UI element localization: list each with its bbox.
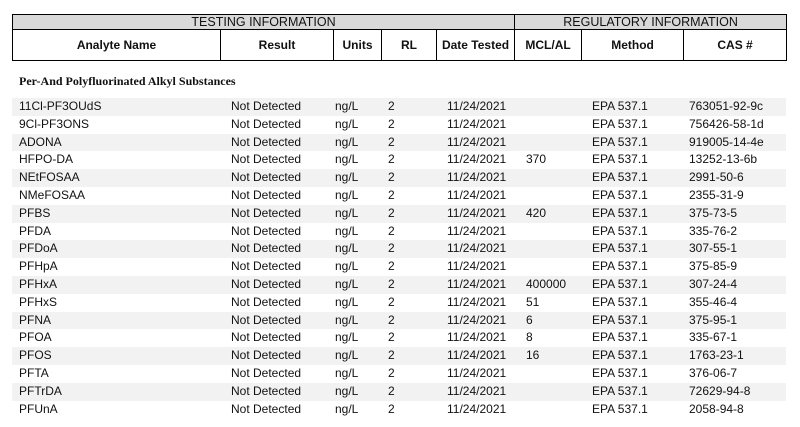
units-cell: ng/L	[333, 205, 381, 223]
column-header-mcl-al: MCL/AL	[515, 30, 582, 61]
rl-cell: 2	[381, 294, 436, 312]
method-cell: EPA 537.1	[581, 187, 683, 205]
method-cell: EPA 537.1	[581, 258, 683, 276]
units-cell: ng/L	[333, 98, 381, 116]
date-tested-cell: 11/24/2021	[436, 329, 514, 347]
units-cell: ng/L	[333, 151, 381, 169]
table-row	[12, 312, 786, 330]
result-cell: Not Detected	[220, 312, 333, 330]
table-row	[12, 401, 786, 419]
result-cell: Not Detected	[220, 205, 333, 223]
units-cell: ng/L	[333, 294, 381, 312]
cas-number-cell: 72629-94-8	[683, 383, 786, 401]
date-tested-cell: 11/24/2021	[436, 98, 514, 116]
rl-cell: 2	[381, 169, 436, 187]
rl-cell: 2	[381, 258, 436, 276]
result-cell: Not Detected	[220, 116, 333, 134]
rl-cell: 2	[381, 116, 436, 134]
result-cell: Not Detected	[220, 294, 333, 312]
method-cell: EPA 537.1	[581, 401, 683, 419]
date-tested-cell: 11/24/2021	[436, 365, 514, 383]
units-cell: ng/L	[333, 134, 381, 152]
mcl-al-cell	[514, 401, 581, 419]
method-cell: EPA 537.1	[581, 169, 683, 187]
method-cell: EPA 537.1	[581, 347, 683, 365]
date-tested-cell: 11/24/2021	[436, 223, 514, 241]
analyte-cell: 9Cl-PF3ONS	[12, 116, 220, 134]
rl-cell: 2	[381, 98, 436, 116]
mcl-al-cell	[514, 258, 581, 276]
rl-cell: 2	[381, 312, 436, 330]
mcl-al-cell	[514, 169, 581, 187]
analyte-cell: PFNA	[12, 312, 220, 330]
method-cell: EPA 537.1	[581, 294, 683, 312]
units-cell: ng/L	[333, 116, 381, 134]
method-cell: EPA 537.1	[581, 312, 683, 330]
method-cell: EPA 537.1	[581, 205, 683, 223]
table-row	[12, 169, 786, 187]
mcl-al-cell	[514, 383, 581, 401]
date-tested-cell: 11/24/2021	[436, 151, 514, 169]
cas-number-cell: 307-55-1	[683, 240, 786, 258]
analyte-cell: PFBS	[12, 205, 220, 223]
date-tested-cell: 11/24/2021	[436, 347, 514, 365]
result-cell: Not Detected	[220, 329, 333, 347]
analyte-cell: PFUnA	[12, 401, 220, 419]
analyte-cell: PFDA	[12, 223, 220, 241]
mcl-al-cell: 16	[514, 347, 581, 365]
table-row	[12, 347, 786, 365]
cas-number-cell: 355-46-4	[683, 294, 786, 312]
units-cell: ng/L	[333, 401, 381, 419]
results-header-table	[12, 14, 787, 61]
mcl-al-cell: 400000	[514, 276, 581, 294]
method-cell: EPA 537.1	[581, 116, 683, 134]
analyte-cell: PFOS	[12, 347, 220, 365]
table-row	[12, 276, 786, 294]
table-row	[12, 383, 786, 401]
column-header-rl: RL	[382, 30, 437, 61]
date-tested-cell: 11/24/2021	[436, 294, 514, 312]
result-cell: Not Detected	[220, 169, 333, 187]
method-cell: EPA 537.1	[581, 151, 683, 169]
date-tested-cell: 11/24/2021	[436, 169, 514, 187]
method-cell: EPA 537.1	[581, 329, 683, 347]
units-cell: ng/L	[333, 383, 381, 401]
result-cell: Not Detected	[220, 276, 333, 294]
analyte-cell: PFHxA	[12, 276, 220, 294]
rl-cell: 2	[381, 187, 436, 205]
units-cell: ng/L	[333, 258, 381, 276]
result-cell: Not Detected	[220, 98, 333, 116]
mcl-al-cell: 370	[514, 151, 581, 169]
units-cell: ng/L	[333, 276, 381, 294]
date-tested-cell: 11/24/2021	[436, 312, 514, 330]
units-cell: ng/L	[333, 329, 381, 347]
mcl-al-cell	[514, 240, 581, 258]
units-cell: ng/L	[333, 347, 381, 365]
result-cell: Not Detected	[220, 401, 333, 419]
cas-number-cell: 13252-13-6b	[683, 151, 786, 169]
rl-cell: 2	[381, 365, 436, 383]
column-header-method: Method	[582, 30, 684, 61]
column-header-cas: CAS #	[684, 30, 787, 61]
units-cell: ng/L	[333, 240, 381, 258]
cas-number-cell: 375-85-9	[683, 258, 786, 276]
rl-cell: 2	[381, 205, 436, 223]
rl-cell: 2	[381, 240, 436, 258]
results-table	[12, 98, 786, 418]
rl-cell: 2	[381, 383, 436, 401]
date-tested-cell: 11/24/2021	[436, 116, 514, 134]
cas-number-cell: 335-67-1	[683, 329, 786, 347]
analyte-cell: PFOA	[12, 329, 220, 347]
analyte-cell: NEtFOSAA	[12, 169, 220, 187]
date-tested-cell: 11/24/2021	[436, 383, 514, 401]
analyte-cell: PFTA	[12, 365, 220, 383]
mcl-al-cell	[514, 116, 581, 134]
rl-cell: 2	[381, 134, 436, 152]
table-row	[12, 365, 786, 383]
result-cell: Not Detected	[220, 240, 333, 258]
analyte-cell: PFTrDA	[12, 383, 220, 401]
mcl-al-cell	[514, 223, 581, 241]
units-cell: ng/L	[333, 187, 381, 205]
units-cell: ng/L	[333, 365, 381, 383]
cas-number-cell: 919005-14-4e	[683, 134, 786, 152]
result-cell: Not Detected	[220, 365, 333, 383]
date-tested-cell: 11/24/2021	[436, 401, 514, 419]
result-cell: Not Detected	[220, 151, 333, 169]
analyte-cell: 11Cl-PF3OUdS	[12, 98, 220, 116]
units-cell: ng/L	[333, 169, 381, 187]
table-row	[12, 98, 786, 116]
table-row	[12, 258, 786, 276]
result-cell: Not Detected	[220, 223, 333, 241]
column-header-analyte: Analyte Name	[13, 30, 221, 61]
date-tested-cell: 11/24/2021	[436, 134, 514, 152]
analyte-cell: ADONA	[12, 134, 220, 152]
results-sheet	[12, 14, 786, 418]
result-cell: Not Detected	[220, 347, 333, 365]
analyte-cell: NMeFOSAA	[12, 187, 220, 205]
result-cell: Not Detected	[220, 187, 333, 205]
cas-number-cell: 763051-92-9c	[683, 98, 786, 116]
date-tested-cell: 11/24/2021	[436, 276, 514, 294]
method-cell: EPA 537.1	[581, 240, 683, 258]
table-row	[12, 116, 786, 134]
section-title: Per-And Polyfluorinated Alkyl Substances	[19, 74, 236, 88]
mcl-al-cell	[514, 98, 581, 116]
cas-number-cell: 307-24-4	[683, 276, 786, 294]
cas-number-cell: 2991-50-6	[683, 169, 786, 187]
table-row	[12, 151, 786, 169]
method-cell: EPA 537.1	[581, 223, 683, 241]
table-row	[12, 187, 786, 205]
mcl-al-cell: 51	[514, 294, 581, 312]
method-cell: EPA 537.1	[581, 134, 683, 152]
method-cell: EPA 537.1	[581, 98, 683, 116]
results-table-body	[12, 98, 786, 418]
result-cell: Not Detected	[220, 134, 333, 152]
cas-number-cell: 375-95-1	[683, 312, 786, 330]
mcl-al-cell	[514, 134, 581, 152]
column-header-date-tested: Date Tested	[437, 30, 515, 61]
units-cell: ng/L	[333, 312, 381, 330]
mcl-al-cell: 420	[514, 205, 581, 223]
analyte-cell: PFDoA	[12, 240, 220, 258]
rl-cell: 2	[381, 347, 436, 365]
table-row	[12, 294, 786, 312]
mcl-al-cell: 8	[514, 329, 581, 347]
method-cell: EPA 537.1	[581, 383, 683, 401]
date-tested-cell: 11/24/2021	[436, 187, 514, 205]
date-tested-cell: 11/24/2021	[436, 258, 514, 276]
table-row	[12, 329, 786, 347]
mcl-al-cell	[514, 365, 581, 383]
date-tested-cell: 11/24/2021	[436, 240, 514, 258]
rl-cell: 2	[381, 276, 436, 294]
mcl-al-cell: 6	[514, 312, 581, 330]
analyte-cell: PFHxS	[12, 294, 220, 312]
column-header-result: Result	[221, 30, 334, 61]
cas-number-cell: 376-06-7	[683, 365, 786, 383]
rl-cell: 2	[381, 401, 436, 419]
mcl-al-cell	[514, 187, 581, 205]
analyte-cell: HFPO-DA	[12, 151, 220, 169]
method-cell: EPA 537.1	[581, 365, 683, 383]
table-row	[12, 223, 786, 241]
method-cell: EPA 537.1	[581, 276, 683, 294]
result-cell: Not Detected	[220, 383, 333, 401]
testing-information-header: TESTING INFORMATION	[13, 15, 515, 30]
table-row	[12, 134, 786, 152]
column-header-units: Units	[334, 30, 382, 61]
cas-number-cell: 756426-58-1d	[683, 116, 786, 134]
cas-number-cell: 1763-23-1	[683, 347, 786, 365]
table-row	[12, 240, 786, 258]
date-tested-cell: 11/24/2021	[436, 205, 514, 223]
result-cell: Not Detected	[220, 258, 333, 276]
table-row	[12, 205, 786, 223]
cas-number-cell: 2355-31-9	[683, 187, 786, 205]
cas-number-cell: 335-76-2	[683, 223, 786, 241]
analyte-cell: PFHpA	[12, 258, 220, 276]
rl-cell: 2	[381, 151, 436, 169]
units-cell: ng/L	[333, 223, 381, 241]
cas-number-cell: 375-73-5	[683, 205, 786, 223]
regulatory-information-header: REGULATORY INFORMATION	[515, 15, 787, 30]
rl-cell: 2	[381, 223, 436, 241]
cas-number-cell: 2058-94-8	[683, 401, 786, 419]
rl-cell: 2	[381, 329, 436, 347]
